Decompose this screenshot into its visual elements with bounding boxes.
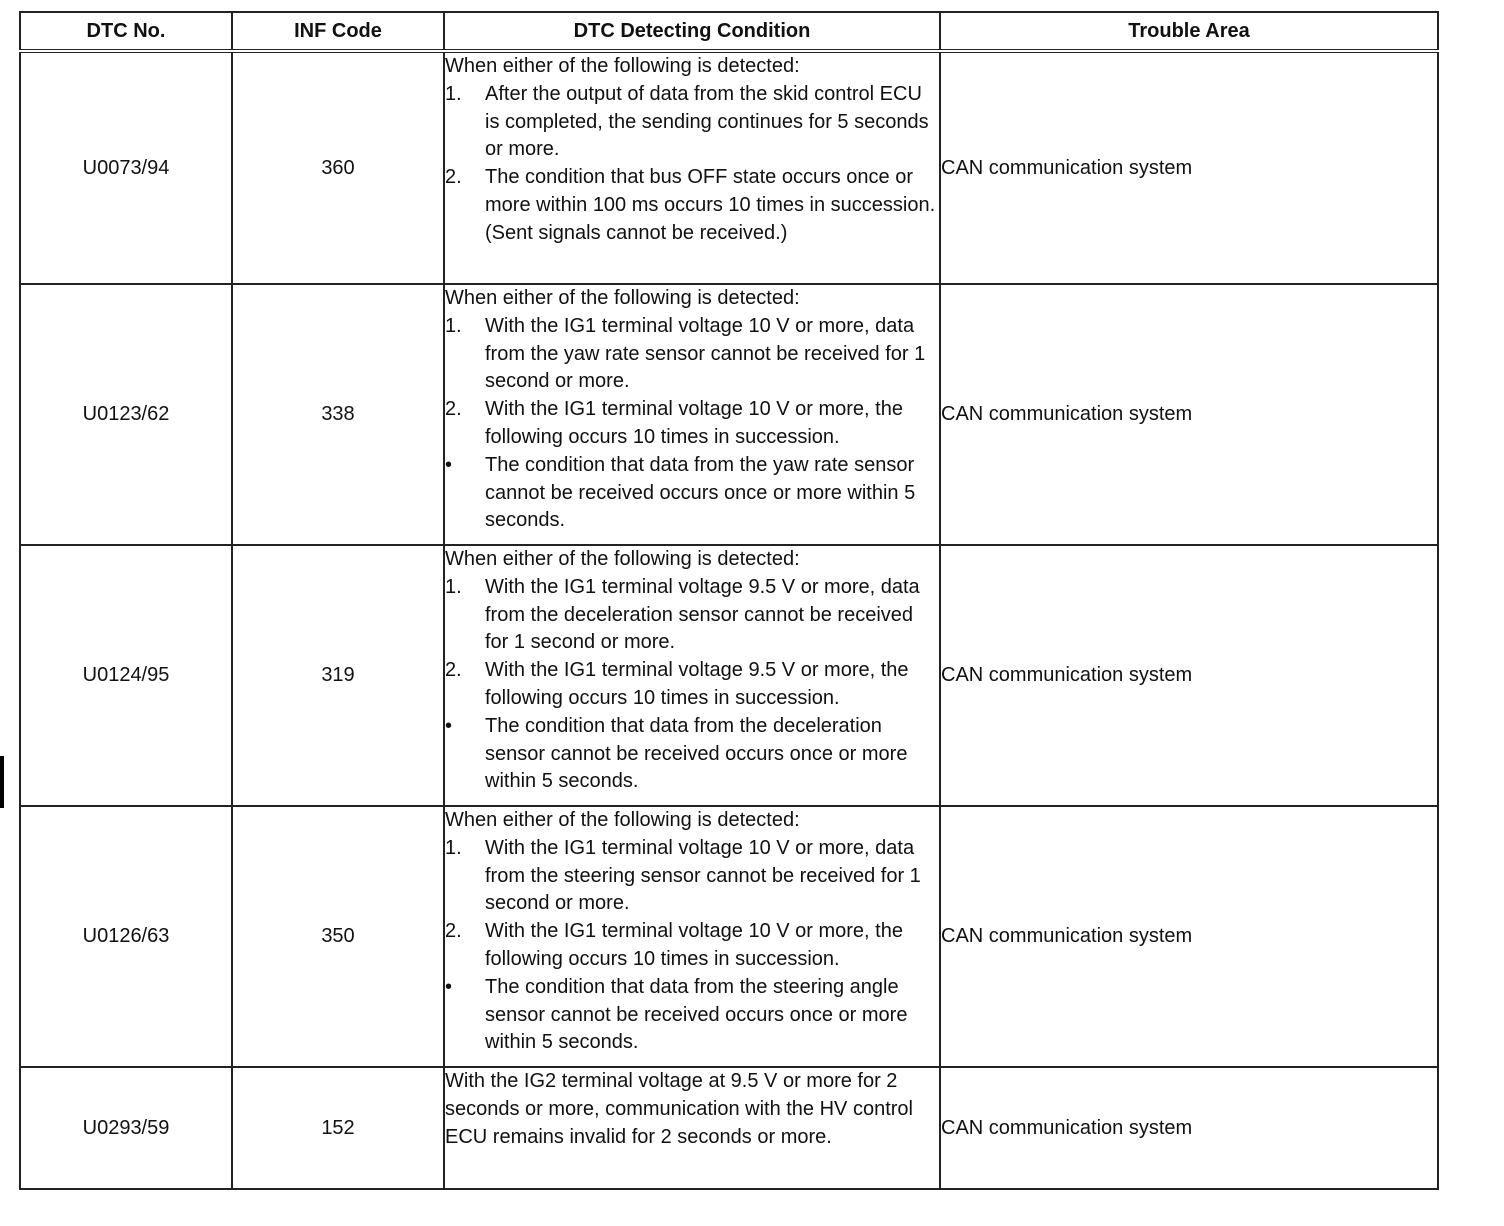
table-row (20, 284, 1438, 545)
header-condition: DTC Detecting Condition (444, 12, 940, 51)
trouble-area: CAN communication system (940, 51, 1438, 284)
condition-item (445, 452, 939, 535)
condition-intro: When either of the following is detected: (445, 548, 800, 570)
item-text: After the output of data from the skid control ECU is completed, the sending continues for 5 seconds or more. (485, 82, 929, 161)
item-text: With the IG1 terminal voltage 9.5 V or more, data from the deceleration sensor cannot be received for 1 second or more. (485, 575, 920, 654)
dtc-number: U0123/62 (20, 284, 232, 545)
trouble-area: CAN communication system (940, 284, 1438, 545)
trouble-area: CAN communication system (940, 545, 1438, 806)
item-text: With the IG1 terminal voltage 10 V or more, the following occurs 10 times in succession. (485, 920, 903, 970)
item-marker: 1. (445, 836, 462, 859)
detecting-condition (444, 545, 940, 806)
header-inf-code: INF Code (232, 12, 444, 51)
item-marker: 2. (445, 166, 462, 189)
item-marker: 2. (445, 920, 462, 943)
condition-item (445, 713, 939, 796)
condition-item (445, 835, 939, 918)
condition-intro: When either of the following is detected: (445, 809, 800, 831)
detecting-condition (444, 806, 940, 1067)
item-marker: 1. (445, 82, 462, 105)
dtc-table (19, 11, 1439, 1190)
inf-code: 338 (232, 284, 444, 545)
condition-item (445, 918, 939, 974)
inf-code: 350 (232, 806, 444, 1067)
condition-item (445, 974, 939, 1057)
item-marker: 1. (445, 575, 462, 598)
item-text: The condition that bus OFF state occurs once or more within 100 ms occurs 10 times in succession. (Sent signals cannot be received.) (485, 166, 936, 244)
item-text: The condition that data from the yaw rate sensor cannot be received occurs once or more within 5 seconds. (485, 453, 916, 532)
detecting-condition (444, 1067, 940, 1189)
table-row (20, 545, 1438, 806)
inf-code: 360 (232, 51, 444, 284)
dtc-number: U0126/63 (20, 806, 232, 1067)
header-trouble-area: Trouble Area (940, 12, 1438, 51)
table-row (20, 806, 1438, 1067)
table-header (20, 12, 1438, 51)
table-row (20, 51, 1438, 284)
item-marker: • (445, 714, 453, 737)
item-marker: • (445, 453, 453, 476)
item-text: The condition that data from the steering angle sensor cannot be received occurs once or more within 5 seconds. (485, 975, 908, 1054)
condition-item (445, 396, 939, 452)
inf-code: 319 (232, 545, 444, 806)
condition-intro: With the IG2 terminal voltage at 9.5 V or more for 2 seconds or more, communication with the HV control ECU remains invalid for 2 seconds or more. (445, 1070, 913, 1148)
header-dtc-no: DTC No. (20, 12, 232, 51)
item-marker: 2. (445, 659, 462, 682)
item-marker: 1. (445, 314, 462, 337)
item-text: With the IG1 terminal voltage 10 V or more, data from the yaw rate sensor cannot be received for 1 second or more. (485, 314, 926, 393)
inf-code: 152 (232, 1067, 444, 1189)
table-row (20, 1067, 1438, 1189)
trouble-area: CAN communication system (940, 1067, 1438, 1189)
condition-item (445, 657, 939, 713)
condition-intro: When either of the following is detected: (445, 55, 800, 77)
condition-item (445, 313, 939, 396)
item-marker: • (445, 975, 453, 998)
item-text: The condition that data from the deceleration sensor cannot be received occurs once or more within 5 seconds. (485, 714, 908, 793)
condition-item (445, 574, 939, 657)
dtc-number: U0293/59 (20, 1067, 232, 1189)
condition-item (445, 164, 939, 247)
item-text: With the IG1 terminal voltage 10 V or more, the following occurs 10 times in succession. (485, 398, 903, 448)
condition-intro: When either of the following is detected: (445, 287, 800, 309)
detecting-condition (444, 284, 940, 545)
dtc-number: U0073/94 (20, 51, 232, 284)
item-text: With the IG1 terminal voltage 9.5 V or more, the following occurs 10 times in succession. (485, 659, 909, 709)
item-text: With the IG1 terminal voltage 10 V or more, data from the steering sensor cannot be received for 1 second or more. (485, 836, 921, 915)
margin-change-bar (0, 756, 4, 808)
condition-item (445, 81, 939, 164)
detecting-condition (444, 51, 940, 284)
trouble-area: CAN communication system (940, 806, 1438, 1067)
dtc-number: U0124/95 (20, 545, 232, 806)
item-marker: 2. (445, 398, 462, 421)
